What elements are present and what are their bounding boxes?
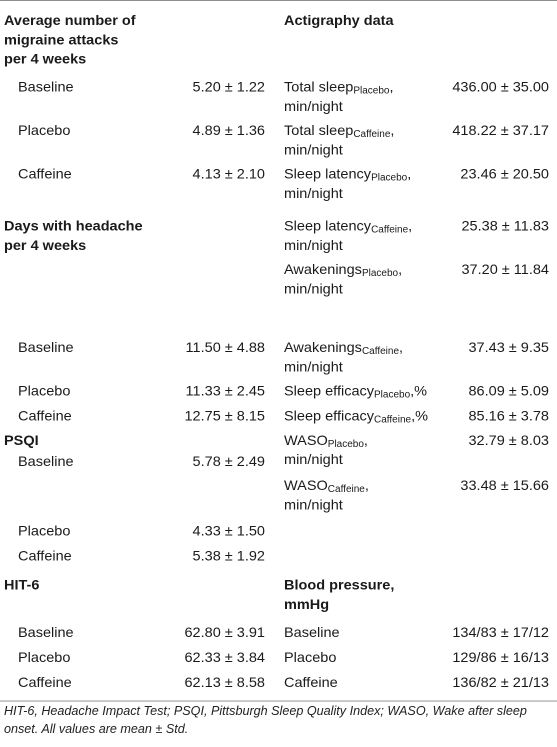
section-title-migraine-line3: per 4 weeks	[4, 52, 87, 68]
section-title-hit6: HIT-6	[4, 578, 40, 594]
row-label: Baseline	[18, 625, 74, 641]
row-label: $WASO_{Caffeine}$,	[284, 478, 369, 496]
row-label-unit: min/night	[284, 452, 343, 469]
row-label: Caffeine	[18, 409, 72, 425]
row-label: Placebo	[18, 650, 71, 666]
row-label: Placebo	[18, 523, 71, 540]
section-title-migraine-line2: migraine attacks	[4, 32, 119, 49]
row-value: 23.46 ± 20.50	[460, 166, 549, 183]
row-label: Sleep efficacy$_{Caffeine}$,%	[284, 409, 429, 426]
row-label: Caffeine	[18, 549, 72, 565]
row-value: 436.00 ± 35.00	[452, 80, 549, 96]
row-label-unit: min/night	[284, 238, 343, 254]
section-title-blood-pressure-line1: Blood pressure,	[284, 578, 395, 594]
row-label: Placebo	[18, 384, 71, 400]
row-value: 33.48 ± 15.66	[460, 478, 549, 495]
row-value: 418.22 ± 37.17	[452, 123, 549, 139]
section-title-blood-pressure-line2: mmHg	[284, 597, 330, 613]
row-label: Sleep latency$_{Placebo}$,	[284, 166, 412, 184]
row-value: 134/83 ± 17/12	[452, 625, 549, 641]
section-title-days-line2: per 4 weeks	[4, 238, 87, 254]
section-title-migraine-line1: Average number of	[4, 13, 136, 29]
row-label-unit: min/night	[284, 281, 343, 298]
row-label: Sleep latency$_{Caffeine}$,	[284, 219, 413, 236]
row-label-unit: min/night	[284, 497, 343, 514]
table-footnote-visible: HIT-6, Headache Impact Test; PSQI, Pittsburgh Sleep Quality Index; WASO, Wake after sleep onset. All values are mean ± Std.	[4, 704, 527, 736]
row-label-unit: min/night	[284, 186, 343, 202]
row-value: 4.13 ± 2.10	[192, 166, 265, 183]
row-value: 86.09 ± 5.09	[468, 384, 549, 400]
row-value: 25.38 ± 11.83	[461, 219, 549, 235]
section-title-psqi: PSQI	[4, 433, 39, 449]
row-label: Baseline	[18, 80, 74, 96]
row-label: Baseline	[18, 454, 74, 470]
row-value: 11.50 ± 4.88	[185, 340, 265, 357]
row-value: 32.79 ± 8.03	[468, 433, 549, 449]
row-label-unit: min/night	[284, 359, 343, 376]
row-label-unit: min/night	[284, 142, 343, 159]
row-label: Total sleep$_{Placebo}$,	[284, 80, 394, 97]
row-value: 62.33 ± 3.84	[184, 650, 265, 666]
row-value: 37.43 ± 9.35	[468, 340, 549, 357]
row-label: Baseline	[18, 340, 74, 357]
row-value: 37.20 ± 11.84	[461, 262, 549, 278]
row-value: 62.80 ± 3.91	[184, 625, 265, 641]
section-title-actigraphy: Actigraphy data	[284, 13, 394, 29]
row-value: 4.33 ± 1.50	[192, 523, 265, 540]
row-label: Sleep efficacy$_{Placebo}$,%	[284, 384, 428, 401]
row-value: 12.75 ± 8.15	[184, 409, 265, 425]
section-title-days-line1: Days with headache	[4, 219, 143, 235]
row-label: Caffeine	[18, 166, 72, 183]
row-label: Awakenings$_{Caffeine}$,	[284, 340, 404, 358]
row-label: $WASO_{Placebo}$,	[284, 433, 368, 450]
row-value: 11.33 ± 2.45	[185, 384, 265, 400]
row-label: Placebo	[18, 123, 71, 139]
row-label: Total sleep$_{Caffeine}$,	[284, 123, 395, 140]
row-value: 5.78 ± 2.49	[192, 454, 265, 470]
row-label-unit: min/night	[284, 99, 343, 115]
table-top-rule	[0, 0, 557, 1]
row-label: Placebo	[284, 650, 337, 666]
row-label: Caffeine	[284, 675, 338, 691]
row-value: 136/82 ± 21/13	[452, 675, 549, 691]
row-label: Awakenings$_{Placebo}$,	[284, 262, 403, 279]
row-value: 5.20 ± 1.22	[192, 80, 265, 96]
row-value: 129/86 ± 16/13	[452, 650, 549, 666]
row-label: Caffeine	[18, 675, 72, 691]
row-value: 4.89 ± 1.36	[192, 123, 265, 139]
row-label: Baseline	[284, 625, 340, 641]
row-value: 5.38 ± 1.92	[192, 549, 265, 565]
row-value: 62.13 ± 8.58	[184, 675, 265, 691]
row-value: 85.16 ± 3.78	[468, 409, 549, 425]
